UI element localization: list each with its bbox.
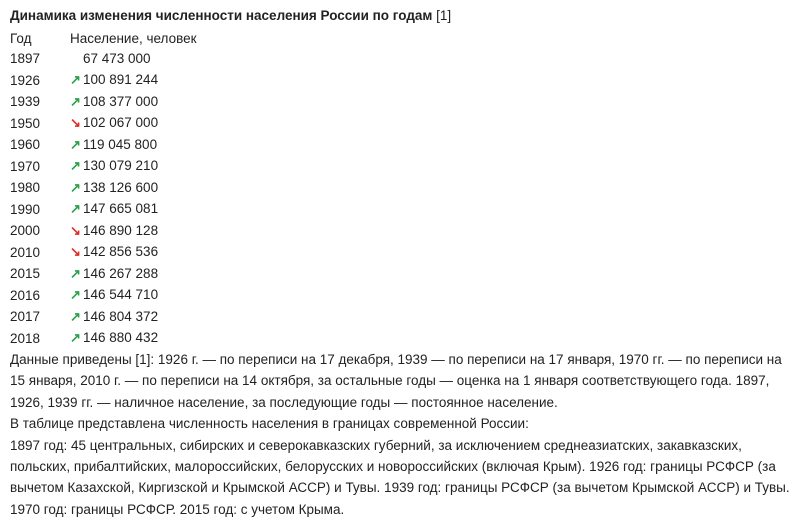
note-borders-detail: 1897 год: 45 центральных, сибирских и северокавказских губерний, за исключением среднеазиатских, закавказских, польских, прибалтийских, малороссийских, белорусских и новороссийских (включая Крым). 1926 год: границы РСФСР (за вычетом Казахской, Киргизской и Крымской АССР) и Тувы. 1939 год: границы РСФСР (за вычетом Крымской АССР) и Тувы. 1970 год: границы РСФСР. 2015 год: с учетом Крыма. bbox=[10, 437, 790, 517]
year-cell: 2018 bbox=[10, 330, 41, 346]
table-row bbox=[10, 242, 270, 264]
arrow-down-right-icon: ↘ bbox=[70, 115, 81, 131]
population-value: 130 079 210 bbox=[83, 158, 159, 174]
title-text: Динамика изменения численности населения России по годам bbox=[10, 8, 433, 23]
column-header-population: Население, человек bbox=[70, 30, 197, 46]
table-row bbox=[10, 220, 270, 242]
population-value: 142 856 536 bbox=[83, 244, 159, 260]
population-value: 100 891 244 bbox=[83, 72, 159, 88]
year-cell: 1926 bbox=[10, 72, 41, 88]
table-row bbox=[10, 113, 270, 135]
year-cell: 1960 bbox=[10, 137, 41, 153]
year-cell: 2016 bbox=[10, 287, 41, 303]
population-value: 102 067 000 bbox=[83, 115, 159, 131]
population-cell bbox=[70, 113, 270, 135]
arrow-down-right-icon: ↘ bbox=[70, 222, 81, 238]
arrow-up-right-icon: ↗ bbox=[70, 93, 81, 109]
population-cell bbox=[70, 306, 270, 328]
population-cell bbox=[70, 177, 270, 199]
arrow-up-right-icon: ↗ bbox=[70, 158, 81, 174]
population-value: 147 665 081 bbox=[83, 201, 159, 217]
page-title bbox=[10, 6, 798, 26]
population-value: 138 126 600 bbox=[83, 179, 159, 195]
note-borders-intro: В таблице представлена численность населения в границах современной России: bbox=[10, 416, 529, 432]
table-row bbox=[10, 263, 270, 285]
year-cell: 2010 bbox=[10, 244, 41, 260]
year-cell: 1897 bbox=[10, 51, 41, 67]
year-cell: 1990 bbox=[10, 201, 41, 217]
population-cell bbox=[70, 91, 270, 113]
population-cell bbox=[70, 263, 270, 285]
population-table bbox=[10, 28, 270, 349]
table-row bbox=[10, 306, 270, 328]
population-value: 146 890 128 bbox=[83, 222, 159, 238]
arrow-up-right-icon: ↗ bbox=[70, 136, 81, 152]
population-cell bbox=[70, 156, 270, 178]
table-row bbox=[10, 48, 270, 70]
table-row bbox=[10, 134, 270, 156]
title-reference-link[interactable]: [1] bbox=[436, 8, 452, 23]
year-cell: 1970 bbox=[10, 158, 41, 174]
population-value: 146 267 288 bbox=[83, 265, 159, 281]
arrow-up-right-icon: ↗ bbox=[70, 201, 81, 217]
arrow-up-right-icon: ↗ bbox=[70, 330, 81, 346]
no-trend-spacer bbox=[70, 51, 83, 66]
population-cell bbox=[70, 285, 270, 307]
table-row bbox=[10, 156, 270, 178]
year-cell: 1950 bbox=[10, 115, 41, 131]
column-header-year: Год bbox=[10, 30, 32, 46]
year-cell: 2015 bbox=[10, 266, 41, 282]
arrow-up-right-icon: ↗ bbox=[70, 265, 81, 281]
population-cell bbox=[70, 220, 270, 242]
table-row bbox=[10, 177, 270, 199]
table-row bbox=[10, 91, 270, 113]
population-cell bbox=[70, 199, 270, 221]
table-row bbox=[10, 328, 270, 350]
population-cell bbox=[70, 70, 270, 92]
table-body bbox=[10, 48, 270, 349]
population-value: 146 880 432 bbox=[83, 330, 159, 346]
population-value: 146 544 710 bbox=[83, 287, 159, 303]
population-value: 119 045 800 bbox=[83, 136, 158, 152]
arrow-up-right-icon: ↗ bbox=[70, 179, 81, 195]
population-cell bbox=[70, 48, 270, 70]
year-cell: 1980 bbox=[10, 180, 41, 196]
year-cell: 2000 bbox=[10, 223, 41, 239]
population-value: 146 804 372 bbox=[83, 308, 159, 324]
arrow-up-right-icon: ↗ bbox=[70, 287, 81, 303]
population-cell bbox=[70, 134, 270, 156]
note-data-sources: Данные приведены [1]: 1926 г. — по переписи на 17 декабря, 1939 — по переписи на 17 января, 1970 гг. — по переписи на 15 января, 2010 г. — по переписи на 14 октября, за остальные годы — оценка на 1 января соответствующего года. 1897, 1926, 1939 гг. — наличное население, за последующие годы — постоянное население. bbox=[10, 352, 782, 410]
arrow-up-right-icon: ↗ bbox=[70, 308, 81, 324]
population-cell bbox=[70, 328, 270, 350]
table-row bbox=[10, 70, 270, 92]
year-cell: 2017 bbox=[10, 309, 41, 325]
table-row bbox=[10, 199, 270, 221]
arrow-down-right-icon: ↘ bbox=[70, 244, 81, 260]
arrow-up-right-icon: ↗ bbox=[70, 72, 81, 88]
population-value: 67 473 000 bbox=[83, 51, 151, 67]
table-header-row bbox=[10, 28, 270, 48]
population-cell bbox=[70, 242, 270, 264]
year-cell: 1939 bbox=[10, 94, 41, 110]
population-value: 108 377 000 bbox=[83, 93, 159, 109]
table-row bbox=[10, 285, 270, 307]
